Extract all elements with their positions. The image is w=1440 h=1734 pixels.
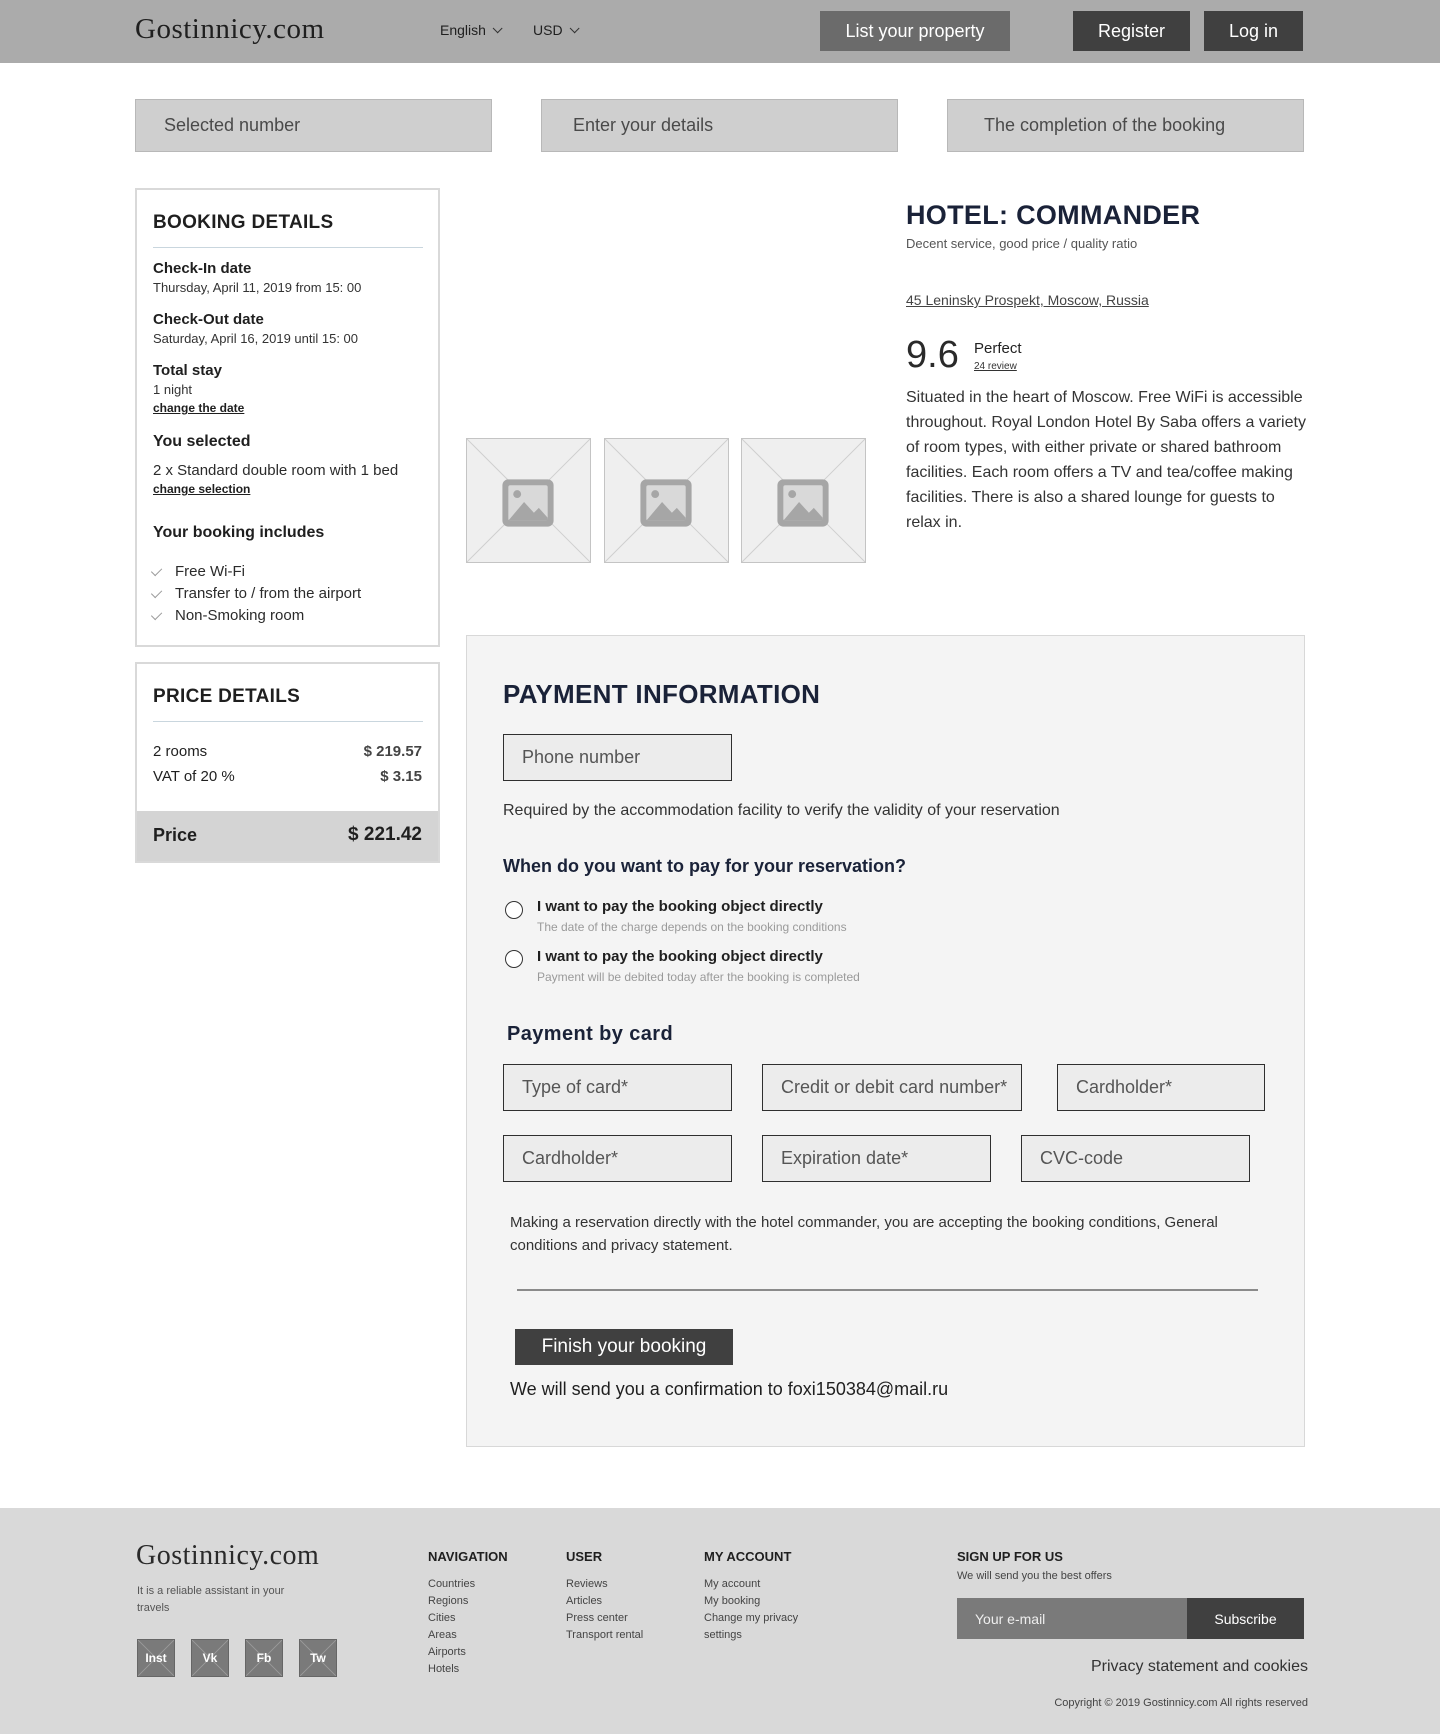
price-total-value: $ 221.42 [348, 824, 422, 845]
social-label: Fb [256, 1651, 272, 1665]
total-stay-label: Total stay [153, 362, 222, 379]
amenity-label: Transfer to / from the airport [175, 585, 362, 602]
social-label: Vk [202, 1651, 218, 1665]
price-total-row [137, 811, 438, 861]
footer-link[interactable]: Reviews [566, 1578, 608, 1590]
login-button[interactable]: Log in [1204, 11, 1303, 51]
pay-option-1-description: The date of the charge depends on the booking conditions [537, 920, 847, 934]
total-stay-value: 1 night [153, 382, 193, 397]
footer-column-title: MY ACCOUNT [704, 1549, 792, 1564]
booking-details-title: BOOKING DETAILS [153, 212, 334, 233]
footer-link[interactable]: settings [704, 1629, 742, 1641]
footer-link[interactable]: Regions [428, 1595, 469, 1607]
footer-column-title: USER [566, 1549, 603, 1564]
hotel-name: HOTEL: COMMANDER [906, 200, 1201, 230]
footer-link[interactable]: Change my privacy [704, 1612, 799, 1624]
amenity-item [153, 585, 361, 602]
cardholder-field[interactable]: Cardholder* [1057, 1064, 1265, 1111]
price-details-card [135, 662, 440, 863]
email-input[interactable]: Your e-mail [957, 1598, 1187, 1639]
image-placeholder-icon [742, 439, 865, 562]
footer-link[interactable]: Cities [428, 1612, 456, 1624]
amenity-label: Non-Smoking room [175, 607, 305, 624]
includes-label: Your booking includes [153, 524, 325, 541]
chevron-down-icon [569, 23, 579, 33]
divider [153, 721, 423, 722]
checkin-label: Check-In date [153, 260, 252, 277]
card-number-field[interactable]: Credit or debit card number* [762, 1064, 1022, 1111]
top-header [0, 0, 1440, 63]
instagram-icon[interactable] [137, 1639, 175, 1677]
divider [153, 247, 423, 248]
amenity-label: Free Wi-Fi [175, 563, 245, 580]
currency-selector[interactable] [533, 22, 576, 38]
footer-account-column [704, 1549, 798, 1644]
step-completion[interactable]: The completion of the booking [947, 99, 1304, 152]
price-total-label: Price [153, 825, 198, 845]
checkin-value: Thursday, April 11, 2019 from 15: 00 [153, 280, 362, 295]
reviews-link[interactable]: 24 review [974, 361, 1017, 372]
hotel-description: Situated in the heart of Moscow. Free WiFi is accessible throughout. Royal London Hotel By Saba offers a variety of room types, with either private or shared bathroom facilities. Each room offers a TV and tea/coffee making facilities. There is also a shared lounge for guests to relax in. [906, 389, 1306, 531]
copyright: Copyright © 2019 Gostinnicy.com All rights reserved [1054, 1697, 1308, 1709]
step-enter-details[interactable]: Enter your details [541, 99, 898, 152]
change-date-link[interactable]: change the date [153, 401, 245, 415]
footer-link[interactable]: Hotels [428, 1663, 460, 1675]
expiration-date-field[interactable]: Expiration date* [762, 1135, 991, 1182]
confirmation-note: We will send you a confirmation to foxi150384@mail.ru [510, 1379, 949, 1399]
subscribe-button[interactable]: Subscribe [1187, 1598, 1304, 1639]
booking-terms: Making a reservation directly with the hotel commander, you are accepting the booking conditions, General conditions and privacy statement. [510, 1214, 1218, 1254]
pay-option-2-radio[interactable] [505, 950, 523, 968]
footer-user-column [566, 1549, 643, 1644]
payment-by-card-heading: Payment by card [507, 1023, 674, 1045]
twitter-icon[interactable] [299, 1639, 337, 1677]
pay-option-2-label[interactable]: I want to pay the booking object directly [537, 948, 823, 965]
footer-link[interactable]: Areas [428, 1629, 457, 1641]
checkout-label: Check-Out date [153, 311, 264, 328]
selected-room-value: 2 x Standard double room with 1 bed [153, 462, 399, 479]
pay-option-1-radio[interactable] [505, 901, 523, 919]
footer-navigation-column [428, 1549, 508, 1678]
image-placeholder-icon [467, 439, 590, 562]
divider [517, 1289, 1258, 1291]
finish-booking-button[interactable]: Finish your booking [515, 1329, 733, 1365]
amenity-item [153, 607, 304, 624]
payment-panel [466, 635, 1305, 1447]
footer-link[interactable]: Press center [566, 1612, 628, 1624]
checkout-value: Saturday, April 16, 2019 until 15: 00 [153, 331, 359, 346]
footer-link[interactable]: Countries [428, 1578, 476, 1590]
hotel-address-link[interactable]: 45 Leninsky Prospekt, Moscow, Russia [906, 292, 1149, 308]
signup-title: SIGN UP FOR US [957, 1549, 1063, 1564]
footer-link[interactable]: Transport rental [566, 1629, 644, 1641]
footer-link[interactable]: My account [704, 1578, 761, 1590]
hotel-tagline: Decent service, good price / quality ratio [906, 236, 1138, 251]
check-icon [151, 586, 162, 597]
hotel-photo-thumbnail[interactable] [466, 438, 591, 563]
change-selection-link[interactable]: change selection [153, 482, 251, 496]
register-button[interactable]: Register [1073, 11, 1190, 51]
cvc-code-field[interactable]: CVC-code [1021, 1135, 1250, 1182]
site-logo[interactable]: Gostinnicy.com [135, 13, 325, 45]
footer-link[interactable]: Airports [428, 1646, 466, 1658]
rooms-value: $ 219.57 [363, 743, 422, 760]
check-icon [151, 564, 162, 575]
signup-subtitle: We will send you the best offers [957, 1570, 1112, 1582]
booking-details-card [135, 188, 440, 647]
vk-icon[interactable] [191, 1639, 229, 1677]
privacy-link[interactable]: Privacy statement and cookies [1091, 1658, 1308, 1675]
you-selected-label: You selected [153, 433, 251, 450]
pay-option-1-label[interactable]: I want to pay the booking object directly [537, 898, 823, 915]
footer-link[interactable]: Articles [566, 1595, 603, 1607]
list-property-button[interactable]: List your property [820, 11, 1010, 51]
language-label: English [440, 22, 486, 38]
image-placeholder-icon [605, 439, 728, 562]
language-selector[interactable] [440, 22, 499, 38]
step-selected-number[interactable]: Selected number [135, 99, 492, 152]
hotel-score: 9.6 [906, 334, 959, 376]
footer-link[interactable]: My booking [704, 1595, 761, 1607]
vat-value: $ 3.15 [380, 768, 422, 785]
score-label: Perfect [974, 340, 1022, 357]
amenity-item [153, 563, 245, 580]
card-type-field[interactable]: Type of card* [503, 1064, 732, 1111]
price-details-title: PRICE DETAILS [153, 686, 301, 707]
pay-option-2-description: Payment will be debited today after the booking is completed [537, 970, 860, 984]
site-footer [0, 1508, 1440, 1734]
payment-title: PAYMENT INFORMATION [503, 679, 821, 709]
vat-label: VAT of 20 % [153, 768, 235, 785]
rooms-label: 2 rooms [153, 743, 208, 760]
footer-column-title: NAVIGATION [428, 1549, 508, 1564]
social-label: Tw [310, 1651, 326, 1665]
currency-label: USD [533, 22, 563, 38]
hotel-photo-thumbnail[interactable] [741, 438, 866, 563]
cardholder-field[interactable]: Cardholder* [503, 1135, 732, 1182]
footer-tagline: It is a reliable assistant in your travels [137, 1585, 285, 1614]
footer-logo[interactable]: Gostinnicy.com [136, 1540, 320, 1571]
chevron-down-icon [493, 23, 503, 33]
facebook-icon[interactable] [245, 1639, 283, 1677]
check-icon [151, 608, 162, 619]
hotel-photo-thumbnail[interactable] [604, 438, 729, 563]
phone-number-field[interactable]: Phone number [503, 734, 732, 781]
payment-timing-question: When do you want to pay for your reservation? [503, 856, 907, 876]
social-label: Inst [145, 1651, 167, 1665]
phone-note: Required by the accommodation facility to verify the validity of your reservation [503, 802, 1060, 819]
